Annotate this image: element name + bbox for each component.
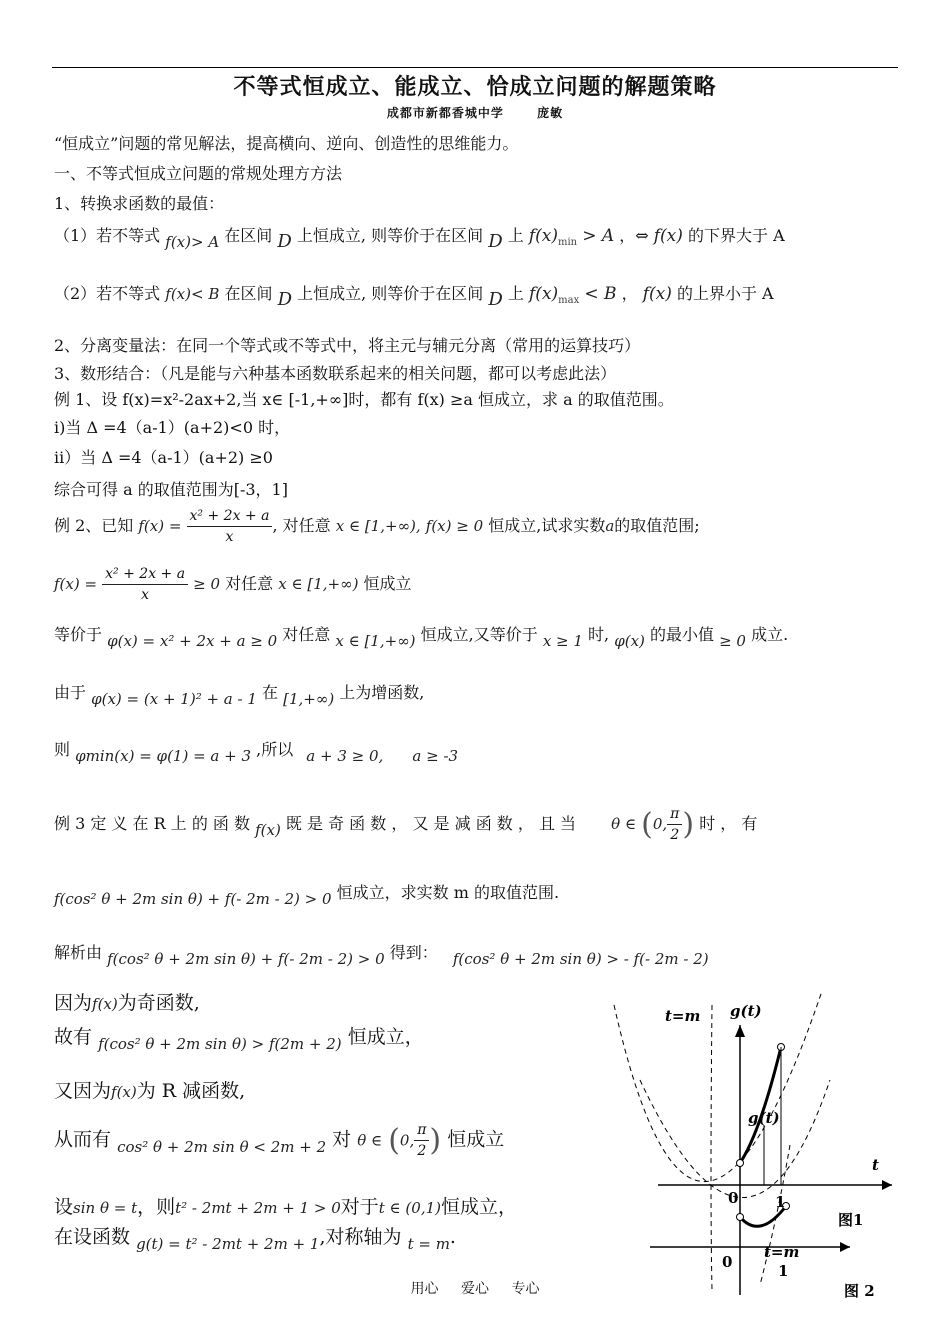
- math: f(x) ≥ 0: [425, 517, 484, 535]
- label-g-mid: g(t): [748, 1109, 780, 1127]
- math: f(x) =: [54, 575, 98, 593]
- math: ≥ 0: [719, 632, 746, 650]
- math: D: [488, 289, 503, 310]
- math: f(x): [529, 284, 559, 304]
- fraction: [102, 566, 188, 603]
- math: f(x)< B: [165, 285, 220, 303]
- math: θ ∈: [357, 1131, 383, 1150]
- math: t² - 2mt + 2m + 1 > 0: [175, 1199, 341, 1217]
- figure-2-label: 图 2: [844, 1282, 875, 1300]
- text: 对任意: [282, 625, 331, 644]
- right-paren: ): [682, 807, 695, 842]
- math: f(x): [92, 995, 118, 1013]
- open-point-fig2-left: [737, 1214, 744, 1221]
- math: a: [605, 517, 615, 535]
- text: 又因为: [54, 1080, 112, 1102]
- example2-line3: [54, 622, 789, 650]
- text: 上为增函数,: [339, 683, 425, 702]
- example3-inequality: [54, 880, 560, 908]
- intro-line: “恒成立”问题的常见解法，提高横向、逆向、创造性的思维能力。: [54, 134, 519, 153]
- text: 上: [507, 284, 524, 303]
- text: 对于: [340, 1196, 379, 1218]
- math: f(x): [255, 821, 281, 839]
- math: x ∈ [1,+∞): [278, 575, 359, 593]
- text: 为 R 减函数,: [136, 1080, 246, 1102]
- math: t = m: [407, 1235, 450, 1253]
- example2-line5: [54, 737, 459, 765]
- fraction-numerator: π: [667, 806, 682, 825]
- example2-line4: [54, 680, 425, 708]
- text: 设: [54, 1196, 74, 1218]
- label-t-eq-m-top: t=m: [665, 1007, 701, 1025]
- header-rule: [52, 67, 898, 68]
- text: 在区间: [224, 284, 273, 303]
- text: 对任意: [225, 574, 274, 593]
- text: 上恒成立, 则等价于在区间: [297, 284, 484, 303]
- text: 因为: [54, 992, 93, 1014]
- label-t-eq-m-bottom: t=m: [764, 1243, 800, 1261]
- math: 0,: [399, 1131, 415, 1150]
- label-0-top: 0: [728, 1189, 739, 1207]
- method1-case2: [54, 281, 774, 310]
- text: 既 是 奇 函 数 ， 又 是 减 函 数 ， 且 当: [285, 814, 577, 833]
- math: f(x): [642, 284, 672, 304]
- math: D: [488, 231, 503, 252]
- label-0-bottom: 0: [722, 1253, 733, 1271]
- text: 上恒成立, 则等价于在区间: [296, 226, 484, 245]
- example1-case-ii: ⅱ）当 Δ =4（a-1）(a+2) ≥0: [54, 448, 273, 467]
- odd-function-line: [54, 988, 200, 1015]
- label-g-top: g(t): [730, 1002, 762, 1020]
- math: t ∈ (0,1): [378, 1199, 441, 1217]
- footer-item: 爱心: [461, 1281, 489, 1297]
- math: g(t) = t² - 2mt + 2m + 1: [136, 1235, 320, 1253]
- math: f(cos² θ + 2m sin θ) + f(- 2m - 2) > 0: [54, 890, 332, 908]
- text: 得到：: [389, 943, 438, 962]
- text: 由于: [54, 683, 87, 702]
- example3-statement: [54, 806, 757, 843]
- text: 对: [332, 1128, 352, 1151]
- text: 例 2、已知: [54, 516, 134, 535]
- label-t: t: [872, 1156, 879, 1174]
- subscript: max: [558, 295, 580, 307]
- text: ，: [621, 284, 638, 303]
- example1-case-i: ⅰ)当 Δ =4（a-1）(a+2)<0 时，: [54, 418, 291, 437]
- method3-line: 3、数形结合：（凡是能与六种基本函数联系起来的相关问题，都可以考虑此法）: [54, 364, 617, 383]
- text: 例 3 定 义 在 R 上 的 函 数: [54, 814, 251, 833]
- subscript: min: [557, 237, 578, 249]
- right-paren: ): [429, 1123, 442, 1158]
- text: 故有: [54, 1026, 93, 1048]
- text: 恒成立，: [347, 1026, 424, 1048]
- method1-heading: 1、转换求函数的最值：: [54, 194, 225, 213]
- fraction-numerator: π: [414, 1122, 429, 1141]
- text: 恒成立,又等价于: [420, 625, 538, 644]
- math: θ ∈: [611, 815, 637, 833]
- left-paren: (: [641, 807, 653, 842]
- text: ，⇔: [619, 226, 649, 245]
- fraction-denominator: 2: [417, 1143, 427, 1159]
- math: f(x): [653, 226, 683, 246]
- math: f(x): [111, 1083, 137, 1101]
- text: 在设函数: [54, 1226, 131, 1248]
- text: 的上界小于 A: [676, 284, 774, 303]
- example1-statement: 例 1、设 f(x)=x²-2ax+2,当 x∈ [-1,+∞]时，都有 f(x) ≥a 恒成立，求 a 的取值范围。: [54, 390, 674, 409]
- text: ,对称轴为: [319, 1226, 402, 1248]
- text: ，则: [137, 1196, 176, 1218]
- math: φ(x): [614, 632, 645, 650]
- text: （2）若不等式: [54, 284, 161, 303]
- math: x ≥ 1: [542, 632, 583, 650]
- text: 时,: [588, 625, 610, 644]
- text: 恒成立,试求实数: [488, 516, 606, 535]
- from-line: [54, 1122, 504, 1159]
- text: 从而有: [54, 1128, 112, 1151]
- math: f(cos² θ + 2m sin θ) + f(- 2m - 2) > 0: [107, 950, 385, 968]
- math: [1,+∞): [283, 690, 335, 708]
- math: D: [277, 231, 292, 252]
- math: D: [277, 289, 292, 310]
- math: x ∈ [1,+∞): [335, 632, 416, 650]
- substitution-line: [54, 1192, 517, 1219]
- text: 时 ， 有: [699, 814, 758, 833]
- text: 的取值范围;: [614, 516, 700, 535]
- text: 恒成立: [447, 1128, 505, 1151]
- example1-conclusion: 综合可得 a 的取值范围为[-3，1]: [54, 480, 288, 499]
- thus-line: [54, 1022, 424, 1053]
- text: 成立.: [751, 625, 789, 644]
- text: 则: [54, 740, 71, 759]
- decreasing-line: [54, 1076, 245, 1103]
- page-title: 不等式恒成立、能成立、恰成立问题的解题策略: [233, 75, 717, 100]
- fraction: [414, 1122, 429, 1159]
- text: 为奇函数,: [117, 992, 200, 1014]
- fraction-denominator: x: [225, 529, 234, 545]
- parabola-figures: [600, 985, 900, 1305]
- math: > A: [582, 226, 615, 246]
- text: , 对任意: [272, 516, 331, 535]
- fraction-denominator: 2: [670, 827, 680, 843]
- label-1-bottom: 1: [778, 1262, 789, 1280]
- page-footer: [0, 1278, 950, 1298]
- math: a + 3 ≥ 0,: [306, 747, 384, 765]
- math: sin θ = t: [73, 1199, 138, 1217]
- text: 在: [262, 683, 279, 702]
- t-axis-arrow-fig2: [840, 1242, 850, 1252]
- example3-solution: [54, 940, 709, 968]
- text: 恒成立，求实数 m 的取值范围.: [336, 883, 560, 902]
- dashed-parabola-mid: [640, 1080, 830, 1198]
- text: ,所以: [256, 740, 294, 759]
- text: 的最小值: [649, 625, 714, 644]
- fraction-denominator: x: [141, 587, 150, 603]
- text: 的下界大于 A: [688, 226, 785, 245]
- math: f(cos² θ + 2m sin θ) > - f(- 2m - 2): [452, 950, 709, 968]
- text: .: [449, 1226, 456, 1248]
- math: f(x): [528, 226, 558, 246]
- example2-statement: [54, 508, 700, 545]
- g-axis-arrow: [735, 1025, 745, 1037]
- math: φ(x) = (x + 1)² + a - 1: [91, 690, 257, 708]
- t-axis-arrow: [882, 1180, 892, 1190]
- math: f(x) =: [138, 517, 182, 535]
- footer-item: 专心: [511, 1281, 540, 1297]
- math: ≥ 0: [193, 575, 221, 593]
- math: < B: [584, 284, 617, 304]
- dashed-parabola-left: [614, 991, 822, 1182]
- fraction: [667, 806, 682, 843]
- section-heading: 一、不等式恒成立问题的常规处理方方法: [54, 164, 343, 183]
- footer-item: 用心: [410, 1281, 439, 1297]
- method2-line: 2、分离变量法：在同一个等式或不等式中，将主元与辅元分离（常用的运算技巧）: [54, 336, 641, 355]
- text: 恒成立: [363, 574, 412, 593]
- math: 0,: [652, 815, 668, 833]
- math: φmin(x) = φ(1) = a + 3: [75, 747, 252, 765]
- text: （1）若不等式: [54, 226, 161, 245]
- left-paren: (: [388, 1123, 400, 1158]
- math: x ∈ [1,+∞),: [335, 517, 421, 535]
- text: 上: [507, 226, 524, 245]
- text: 等价于: [54, 625, 103, 644]
- g-curve-increasing: [740, 1047, 781, 1163]
- open-point-left: [737, 1160, 744, 1167]
- label-1-top: 1: [775, 1193, 786, 1211]
- text: 恒成立，: [440, 1196, 517, 1218]
- math: f(x)> A: [165, 233, 220, 251]
- fraction: [187, 508, 273, 545]
- math: cos² θ + 2m sin θ < 2m + 2: [117, 1137, 327, 1156]
- school-name: 成都市新都香城中学: [386, 106, 504, 120]
- text: 在区间: [224, 226, 273, 245]
- math: a ≥ -3: [412, 747, 459, 765]
- function-line: [54, 1222, 456, 1253]
- figure-1-label: 图1: [838, 1211, 864, 1229]
- fraction-numerator: x² + 2x + a: [187, 508, 273, 527]
- author-name: 庞敏: [537, 106, 564, 120]
- text: 解析由: [54, 943, 103, 962]
- method1-case1: [54, 223, 785, 252]
- example2-line2: [54, 566, 412, 603]
- math: f(cos² θ + 2m sin θ) > f(2m + 2): [98, 1035, 342, 1053]
- math: φ(x) = x² + 2x + a ≥ 0: [107, 632, 278, 650]
- fraction-numerator: x² + 2x + a: [102, 566, 188, 585]
- author-line: [0, 104, 950, 121]
